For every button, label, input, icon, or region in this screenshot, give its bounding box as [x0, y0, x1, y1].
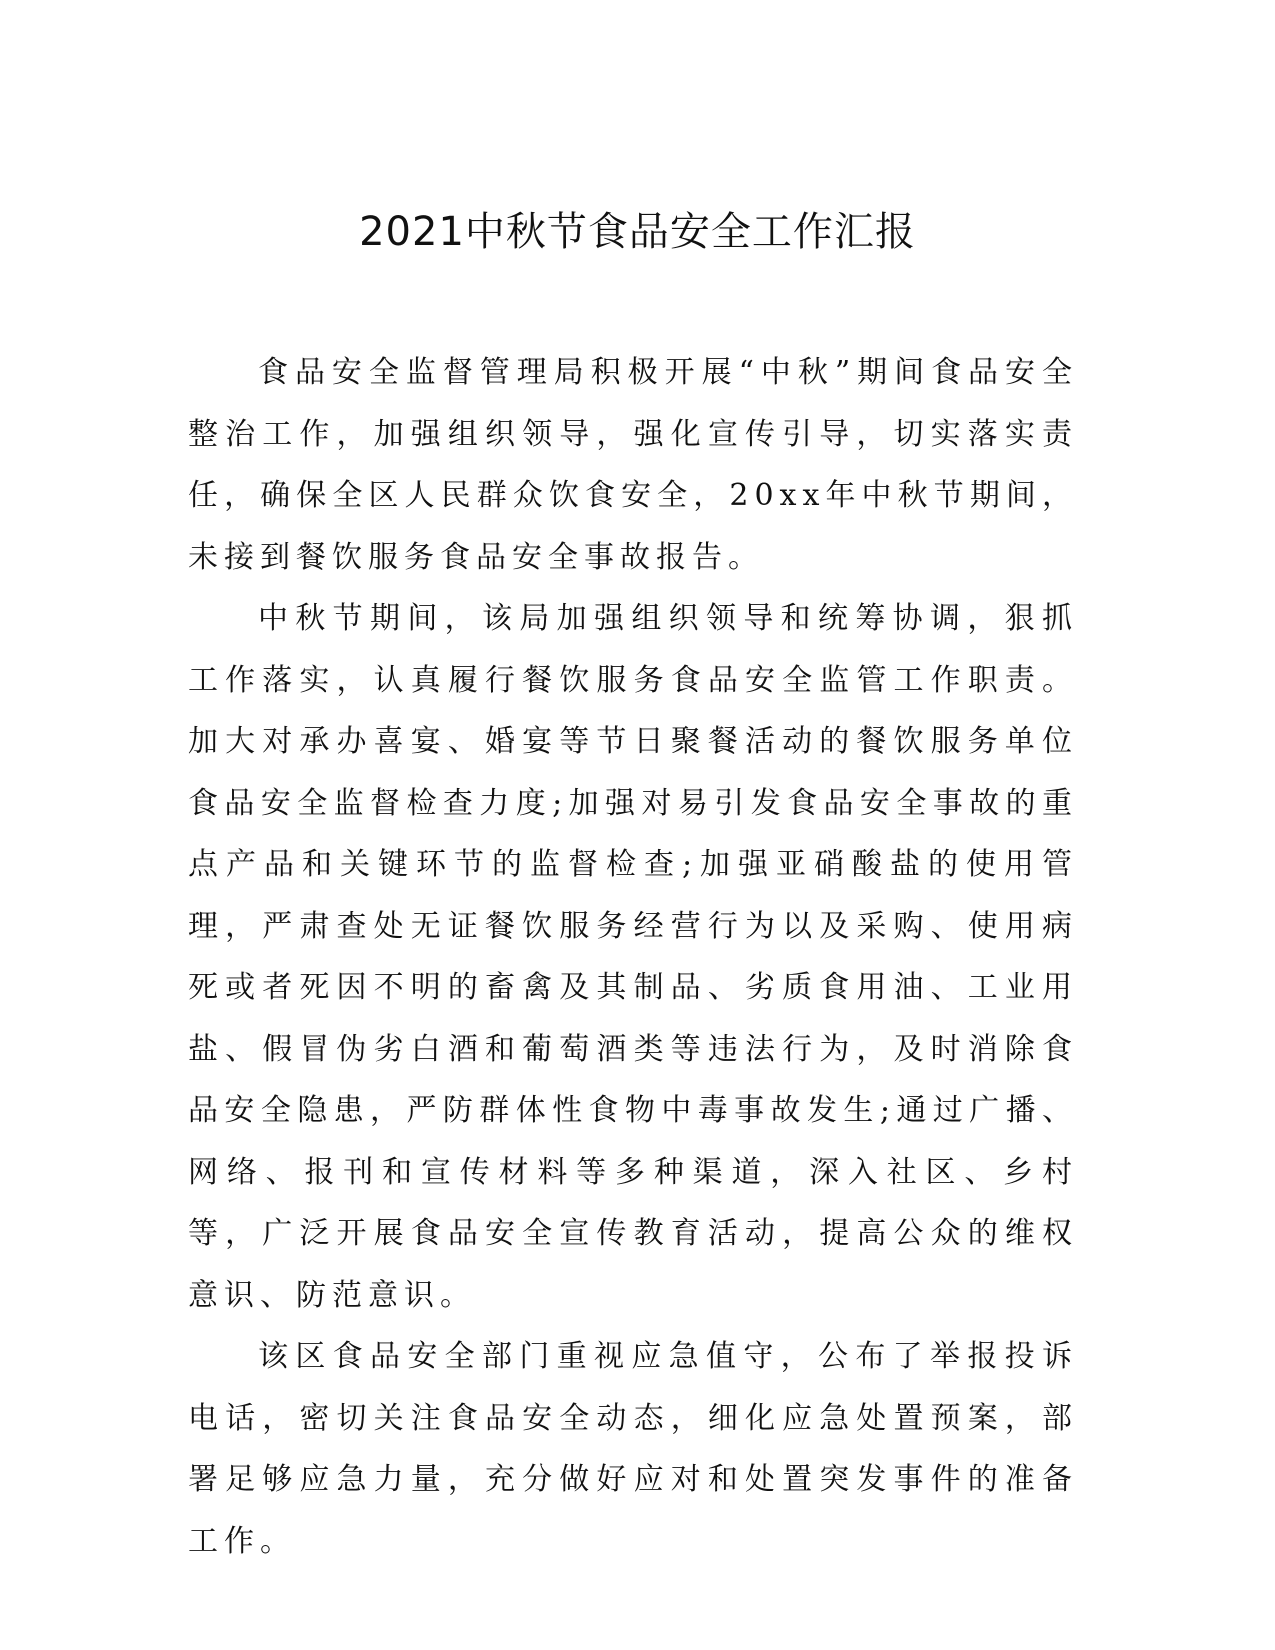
- paragraph-2: 中秋节期间，该局加强组织领导和统筹协调，狠抓工作落实，认真履行餐饮服务食品安全监管工作职责。加大对承办喜宴、婚宴等节日聚餐活动的餐饮服务单位食品安全监督检查力度;加强对易引发食品安全事故的重点产品和关键环节的监督检查;加强亚硝酸盐的使用管理，严肃查处无证餐饮服务经营行为以及采购、使用病死或者死因不明的畜禽及其制品、劣质食用油、工业用盐、假冒伪劣白酒和葡萄酒类等违法行为，及时消除食品安全隐患，严防群体性食物中毒事故发生;通过广播、网络、报刊和宣传材料等多种渠道，深入社区、乡村等，广泛开展食品安全宣传教育活动，提高公众的维权意识、防范意识。: [188, 601, 1078, 1313]
- paragraph-1: 食品安全监督管理局积极开展“中秋”期间食品安全整治工作，加强组织领导，强化宣传引导，切实落实责任，确保全区人民群众饮食安全，20xx年中秋节期间，未接到餐饮服务食品安全事故报告。: [188, 355, 1078, 575]
- paragraph-3: 该区食品安全部门重视应急值守，公布了举报投诉电话，密切关注食品安全动态，细化应急处置预案，部署足够应急力量，充分做好应对和处置突发事件的准备工作。: [188, 1339, 1078, 1559]
- document-title: 2021中秋节食品安全工作汇报: [359, 209, 916, 255]
- document-body: [188, 342, 1078, 1572]
